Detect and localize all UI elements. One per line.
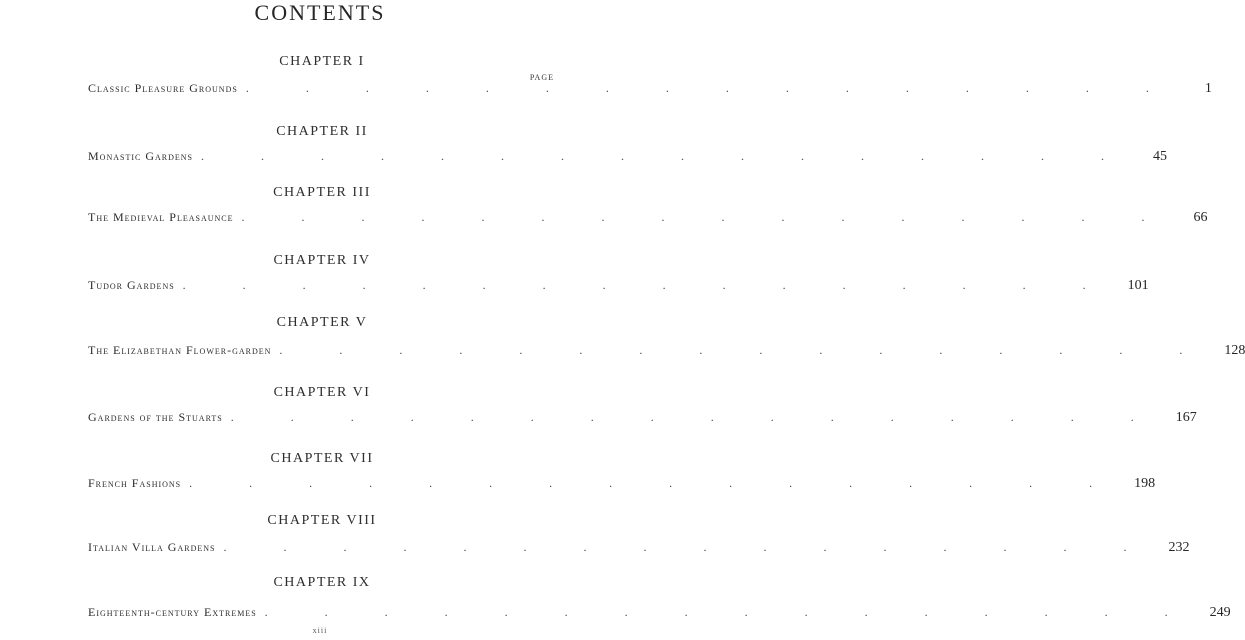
- toc-entry[interactable]: [88, 343, 1245, 363]
- toc-entry-page: 249: [1209, 605, 1231, 620]
- toc-entry[interactable]: [88, 210, 1208, 230]
- toc-entry-page: 1: [1204, 81, 1212, 96]
- toc-entry-page: 45: [1153, 149, 1168, 164]
- toc-entry-title: Eighteenth-century Extremes: [88, 605, 257, 619]
- toc-entry-title: Italian Villa Gardens: [88, 540, 216, 554]
- toc-entry-page: 128: [1224, 343, 1245, 358]
- dot-leader: . . . . . . . . . . . . . . . .: [223, 540, 1154, 554]
- chapter-heading: CHAPTER IX: [273, 575, 371, 590]
- toc-entry-title: Tudor Gardens: [88, 278, 175, 292]
- dot-leader: . . . . . . . . . . . . . . . .: [264, 605, 1195, 619]
- toc-entry-title: Classic Pleasure Grounds: [88, 81, 238, 95]
- toc-entry[interactable]: [88, 410, 1197, 430]
- dot-leader: . . . . . . . . . . . . . . . .: [230, 410, 1161, 424]
- chapter-heading: CHAPTER V: [276, 315, 368, 330]
- toc-entry[interactable]: [88, 81, 1212, 101]
- toc-entry[interactable]: [88, 605, 1231, 625]
- toc-entry-page: 66: [1193, 210, 1208, 225]
- chapter-heading: CHAPTER I: [279, 54, 365, 69]
- dot-leader: . . . . . . . . . . . . . . . .: [245, 81, 1176, 95]
- toc-entry-title: Gardens of the Stuarts: [88, 410, 223, 424]
- toc-entry[interactable]: [88, 540, 1190, 560]
- dot-leader: . . . . . . . . . . . . . . . .: [241, 210, 1172, 224]
- toc-entry-page: 198: [1134, 476, 1156, 491]
- toc-entry-title: Monastic Gardens: [88, 149, 194, 163]
- toc-entry[interactable]: [88, 149, 1168, 169]
- dot-leader: . . . . . . . . . . . . . . . .: [279, 343, 1210, 357]
- chapter-heading: CHAPTER III: [273, 185, 371, 200]
- toc-entry-title: The Elizabethan Flower-garden: [88, 343, 272, 357]
- chapter-heading: CHAPTER IV: [273, 253, 371, 268]
- dot-leader: . . . . . . . . . . . . . . . .: [189, 476, 1120, 490]
- toc-entry-page: 232: [1168, 540, 1190, 555]
- toc-entry-page: 101: [1127, 278, 1149, 293]
- chapter-heading: CHAPTER II: [276, 124, 368, 139]
- toc-entry[interactable]: [88, 278, 1149, 298]
- chapter-heading: CHAPTER VIII: [267, 513, 377, 528]
- page-folio: xiii: [312, 626, 328, 635]
- page-column-label: PAGE: [529, 73, 554, 82]
- toc-entry[interactable]: [88, 476, 1156, 496]
- toc-entry-page: 167: [1175, 410, 1197, 425]
- chapter-heading: CHAPTER VII: [270, 451, 374, 466]
- page-title: CONTENTS: [254, 0, 386, 25]
- toc-entry-title: The Medieval Pleasaunce: [88, 210, 234, 224]
- dot-leader: . . . . . . . . . . . . . . . .: [201, 149, 1132, 163]
- chapter-heading: CHAPTER VI: [273, 385, 371, 400]
- toc-entry-title: French Fashions: [88, 476, 182, 490]
- dot-leader: . . . . . . . . . . . . . . . .: [182, 278, 1113, 292]
